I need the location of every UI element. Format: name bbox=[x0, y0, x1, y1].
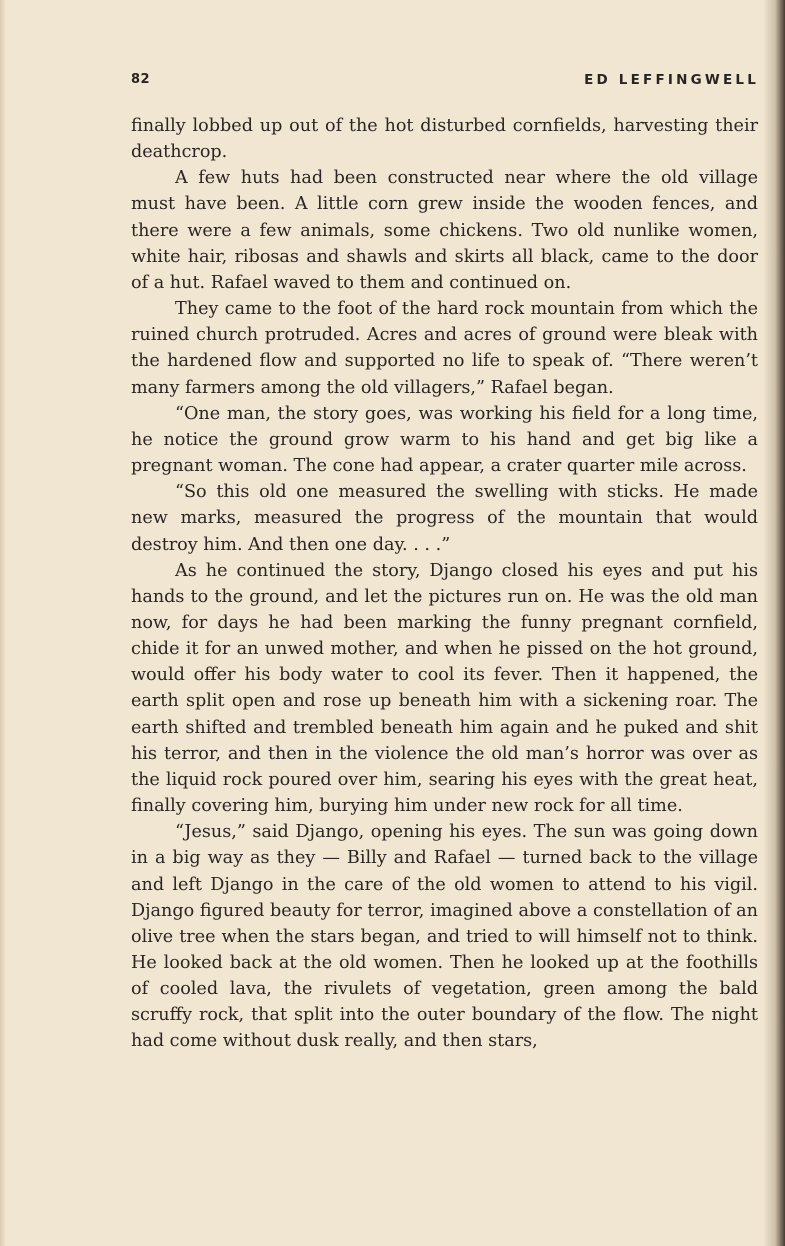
paragraph: As he continued the story, Django closed his eyes and put his hands to the ground, and let the pictures run on. He was the old man now, for days he had been marking the funny pregnant cornfield, chide it for an unwed mother, and when he pissed on the hot ground, would offer his body water to cool its fever. Then it happened, the earth split open and rose up beneath him with a sickening roar. The earth shifted and trembled beneath him again and he puked and shit his terror, and then in the violence the old man’s horror was over as the liquid rock poured over him, searing his eyes with the great heat, finally covering him, burying him under new rock for all time. bbox=[131, 560, 758, 817]
paragraph: “So this old one measured the swelling with sticks. He made new marks, measured the progress of the mountain that would destroy him. And then one day. . . .” bbox=[131, 482, 758, 555]
paragraph: They came to the foot of the hard rock mountain from which the ruined church protruded. Acres and acres of ground were bleak with the hardened flow and supported no life to speak of. “There weren’t many farmers among the old villagers,” Rafael began. bbox=[131, 299, 758, 398]
paragraph: A few huts had been constructed near where the old village must have been. A little corn grew inside the wooden fences, and there were a few animals, some chickens. Two old nunlike women, white hair, ribosas and shawls and skirts all black, came to the door of a hut. Rafael waved to them and continued on. bbox=[131, 168, 758, 293]
page-number: 82 bbox=[131, 72, 151, 87]
page-header bbox=[131, 72, 759, 92]
page-left-edge bbox=[0, 0, 6, 1246]
paragraph: finally lobbed up out of the hot disturbed cornfields, harvesting their deathcrop. bbox=[131, 116, 758, 163]
paragraph: “One man, the story goes, was working his field for a long time, he notice the ground grow warm to his hand and get big like a pregnant woman. The cone had appear, a crater quarter mile across. bbox=[131, 403, 758, 477]
paragraph: “Jesus,” said Django, opening his eyes. The sun was going down in a big way as they — Billy and Rafael — turned back to the village and left Django in the care of the old women to attend to his vigil. Django figured beauty for terror, imagined above a constellation of an olive tree when the stars began, and tried to will himself not to think. He looked back at the old women. Then he looked up at the foothills of cooled lava, the rivulets of vegetation, green among the bald scruffy rock, that split into the outer boundary of the flow. The night had come without dusk really, and then stars, bbox=[131, 822, 758, 1052]
body-text bbox=[131, 113, 758, 1055]
binding-shadow bbox=[763, 0, 785, 1246]
running-head: ED LEFFINGWELL bbox=[584, 72, 759, 88]
